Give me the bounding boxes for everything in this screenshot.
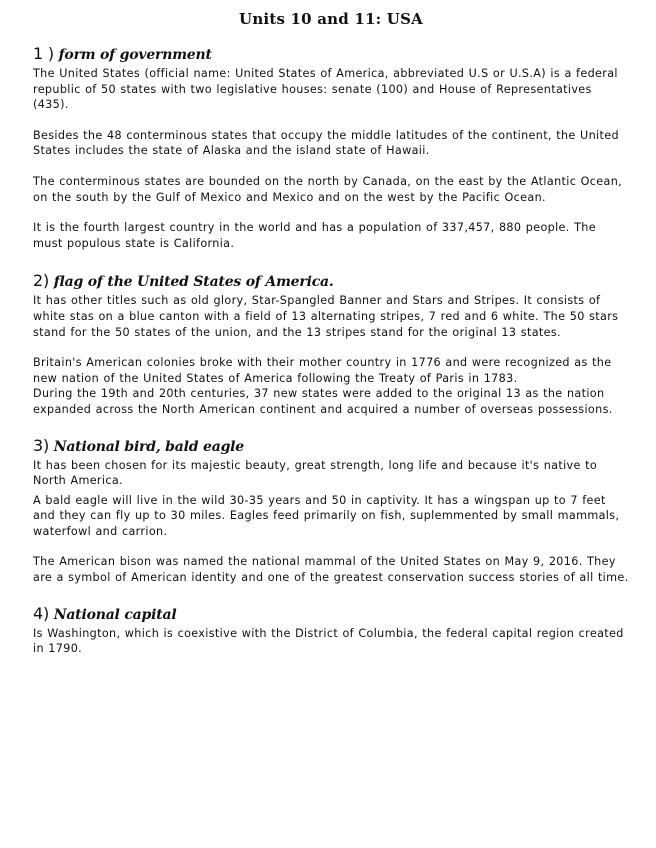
- section-number: 1 ): [33, 44, 54, 63]
- paragraph: It is the fourth largest country in the world and has a population of 337,457, 880 people. The must populous state is California.: [33, 221, 596, 250]
- section-national-bird: [33, 436, 629, 586]
- paragraph: Is Washington, which is coexistive with the District of Columbia, the federal capital region created in 1790.: [33, 626, 624, 656]
- section-form-of-government: [33, 44, 629, 251]
- paragraph: The American bison was named the national mammal of the United States on May 9, 2016. They are a symbol of American identity and one of the greatest conservation success stories of all time.: [33, 555, 629, 585]
- paragraph: Besides the 48 conterminous states that occupy the middle latitudes of the continent, the United States includes the state of Alaska and the island state of Hawaii.: [33, 128, 619, 158]
- section-number: 2): [33, 271, 50, 291]
- section-heading: [33, 604, 629, 625]
- section-number: 3): [33, 435, 50, 455]
- document-page: [33, 10, 629, 657]
- section-heading: [33, 436, 629, 457]
- section-title: National capital: [53, 606, 177, 623]
- paragraph: The United States (official name: United States of America, abbreviated U.S or U.S.A) is a federal republic of 50 states with two legislative houses: senate (100) and House of Representatives (435).: [33, 67, 618, 112]
- section-title: form of government: [58, 47, 212, 63]
- section-heading: [33, 44, 629, 65]
- page-title: Units 10 and 11: USA: [239, 10, 423, 28]
- section-national-capital: [33, 604, 629, 657]
- paragraph: The conterminous states are bounded on the north by Canada, on the east by the Atlantic Ocean, on the south by the Gulf of Mexico and Mexico and on the west by the Pacific Ocean.: [33, 174, 623, 204]
- paragraph: A bald eagle will live in the wild 30-35 years and 50 in captivity. It has a wingspan up to 7 feet and they can fly up to 30 miles. Eagles feed primarily on fish, suplemmented by small mammals, waterfowl and carrion.: [33, 493, 620, 538]
- paragraph: Britain's American colonies broke with their mother country in 1776 and were recognized as the new nation of the United States of America following the Treaty of Paris in 1783.: [33, 356, 612, 385]
- paragraph: During the 19th and 20th centuries, 37 new states were added to the original 13 as the nation expanded across the North American continent and acquired a number of overseas possessions.: [33, 387, 613, 416]
- section-number: 4): [33, 603, 50, 623]
- section-heading: [33, 271, 629, 292]
- paragraph: It has been chosen for its majestic beauty, great strength, long life and because it's native to North America.: [33, 458, 598, 488]
- section-flag: [33, 271, 629, 417]
- section-title: National bird, bald eagle: [53, 438, 245, 455]
- paragraph: It has other titles such as old glory, Star-Spangled Banner and Stars and Stripes. It consists of white stas on a blue canton with a field of 13 alternating stripes, 7 red and 6 white. The 50 stars stand for the 50 states of the union, and the 13 stripes stand for the original 13 states.: [33, 294, 619, 339]
- section-title: flag of the United States of America.: [53, 274, 334, 291]
